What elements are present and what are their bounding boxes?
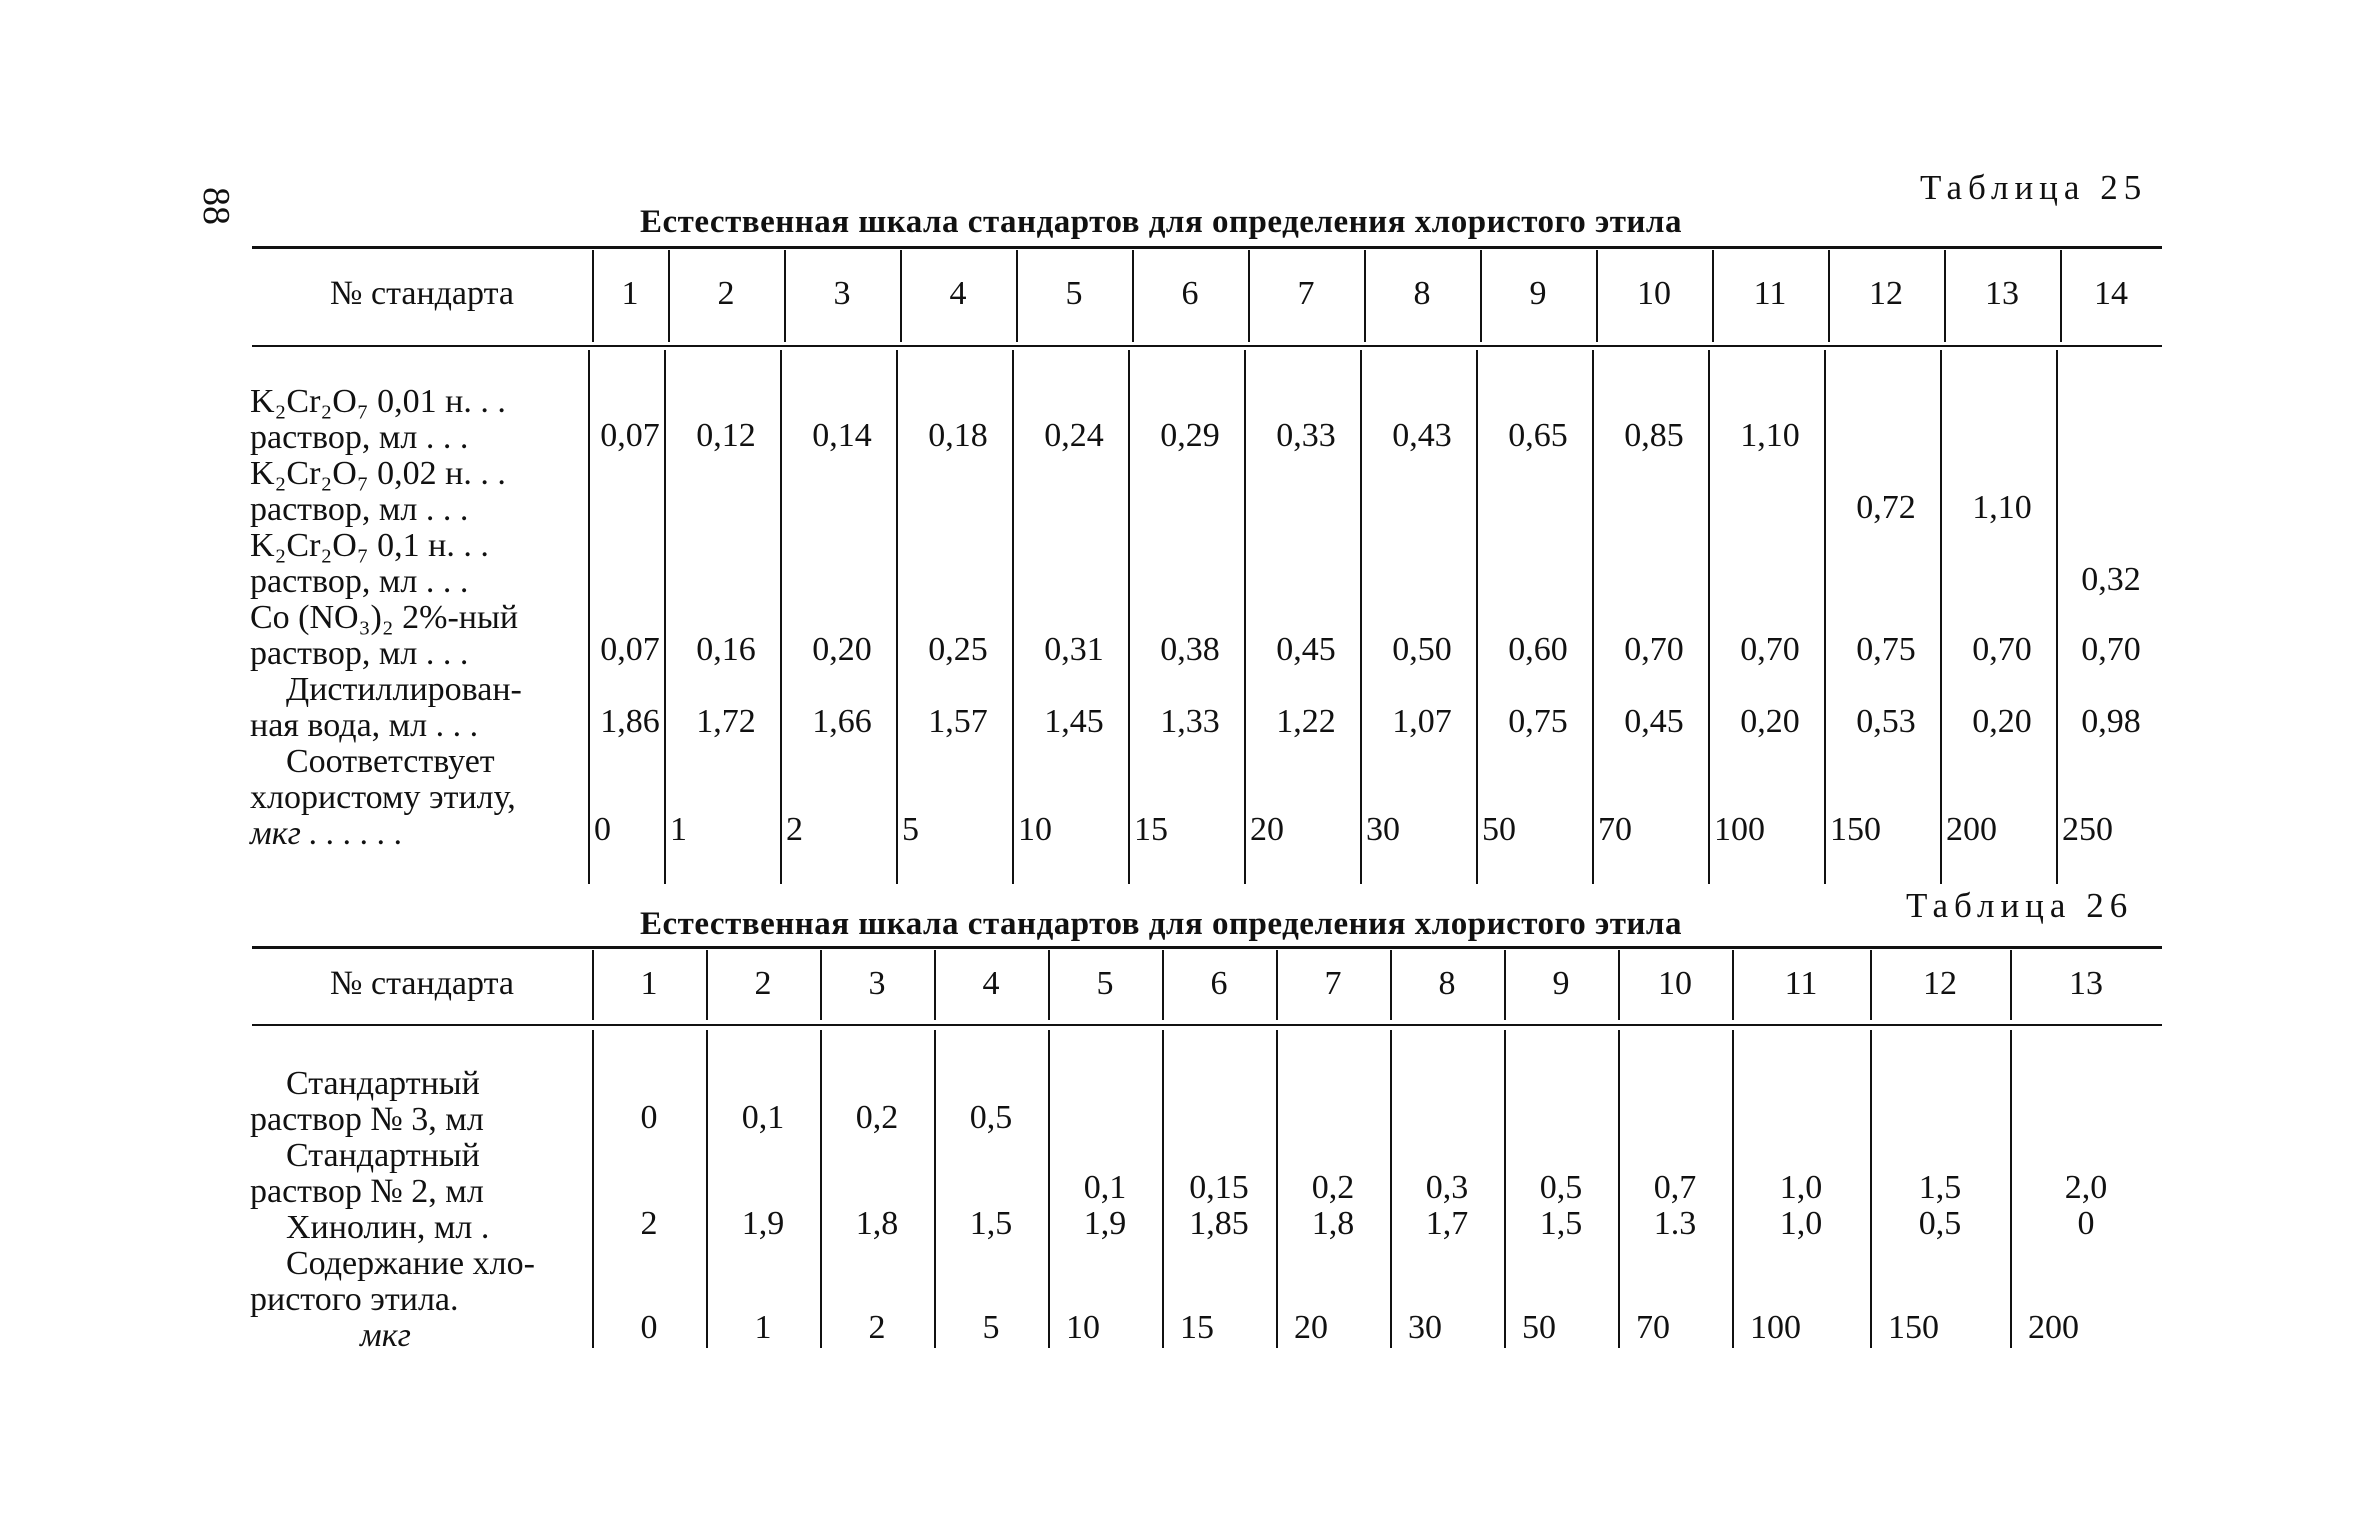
table26-cell: 1,85: [1189, 1205, 1249, 1242]
table25-cell: 70: [1598, 811, 1632, 848]
table25-header-label: № стандарта: [330, 275, 514, 312]
column-header: 10: [1637, 275, 1671, 312]
table25-cell: 15: [1134, 811, 1168, 848]
row-label: раствор, мл . . .: [250, 563, 469, 600]
column-header: 8: [1438, 965, 1456, 1002]
table26-row-labels: [250, 1066, 535, 1354]
table25-cell: 0,98: [2081, 703, 2141, 740]
row-label: Стандартный: [286, 1065, 480, 1102]
column-header: 7: [1297, 275, 1315, 312]
column-header: 2: [717, 275, 735, 312]
table26-label: Таблица 26: [1906, 886, 2134, 925]
table25-cell: 0,70: [2081, 631, 2141, 668]
table26-cell: 0,2: [1311, 1169, 1355, 1206]
table25-cell: 30: [1366, 811, 1400, 848]
table26-cell: 15: [1180, 1309, 1214, 1346]
table25-header-rule: [252, 345, 2162, 347]
row-label: хлористому этилу,: [250, 779, 516, 816]
row-label: раствор № 2, мл: [250, 1173, 484, 1210]
table25-cell: 200: [1946, 811, 1997, 848]
table25-cell: 0,70: [1740, 631, 1800, 668]
table25-cell: 0,29: [1160, 417, 1220, 454]
row-label: раствор, мл . . .: [250, 419, 469, 456]
table25-cell: 0,25: [928, 631, 988, 668]
column-header: 5: [1065, 275, 1083, 312]
table26-cell: 1: [754, 1309, 772, 1346]
table25-cell: 0,33: [1276, 417, 1336, 454]
table25-top-rule: [252, 246, 2162, 249]
table25-cell: 50: [1482, 811, 1516, 848]
table26-cell: 1,0: [1779, 1169, 1823, 1206]
table26-cell: 1,9: [1083, 1205, 1127, 1242]
table26-cell: 1,8: [855, 1205, 899, 1242]
column-divider: [820, 1030, 822, 1348]
column-header: 10: [1658, 965, 1692, 1002]
column-divider: [2056, 350, 2058, 884]
table26-cell: 1,0: [1779, 1205, 1823, 1242]
table26-cell: 0,5: [1539, 1169, 1583, 1206]
table26-cell: 2,0: [2064, 1169, 2108, 1206]
table25-cell: 0,45: [1624, 703, 1684, 740]
table25-cell: 5: [902, 811, 919, 848]
row-label: Дистиллирован-: [286, 671, 522, 708]
table25-cell: 0,16: [696, 631, 756, 668]
table26-header-rule: [252, 1024, 2162, 1026]
table25-cell: 10: [1018, 811, 1052, 848]
column-header: 13: [2069, 965, 2103, 1002]
table26-cell: 1,9: [741, 1205, 785, 1242]
row-label: раствор, мл . . .: [250, 635, 469, 672]
table26-cell: 0,5: [1918, 1205, 1962, 1242]
row-label: Стандартный: [286, 1137, 480, 1174]
table26-cell: 2: [640, 1205, 658, 1242]
table25-cell: 0,18: [928, 417, 988, 454]
table26-cell: 100: [1750, 1309, 1801, 1346]
row-label: Хинолин, мл .: [286, 1209, 490, 1246]
table25-cell: 1,45: [1044, 703, 1104, 740]
column-header: 1: [640, 965, 658, 1002]
table25-cell: 0,20: [1740, 703, 1800, 740]
table25-cell: 1,10: [1972, 489, 2032, 526]
table25-cell: 0,65: [1508, 417, 1568, 454]
table26-cell: 0,15: [1189, 1169, 1249, 1206]
table25-cell: 100: [1714, 811, 1765, 848]
table25-cell: 0,45: [1276, 631, 1336, 668]
row-label: K₂Cr₂O₇ 0,01 н. . .: [250, 383, 506, 420]
table26-cell: 2: [868, 1309, 886, 1346]
row-label: раствор № 3, мл: [250, 1101, 484, 1138]
page-number: 88: [195, 187, 237, 225]
table26-cell: 150: [1888, 1309, 1939, 1346]
column-header: 11: [1784, 965, 1818, 1002]
table26-cell: 0,7: [1653, 1169, 1697, 1206]
column-header: 7: [1324, 965, 1342, 1002]
table26-cell: 1,5: [1918, 1169, 1962, 1206]
column-header: 14: [2094, 275, 2128, 312]
column-header: 12: [1869, 275, 1903, 312]
table25-cell: 0,12: [696, 417, 756, 454]
table26-cell: 70: [1636, 1309, 1670, 1346]
row-label: мкг: [360, 1317, 411, 1354]
table26-cell: 200: [2028, 1309, 2079, 1346]
table25-cell: 2: [786, 811, 803, 848]
table25-label: Таблица 25: [1920, 168, 2148, 207]
column-divider: [934, 1030, 936, 1348]
column-header: 1: [621, 275, 639, 312]
table25-cell: 1,72: [696, 703, 756, 740]
column-divider: [1940, 350, 1942, 884]
table25-cell: 1,07: [1392, 703, 1452, 740]
column-header: 6: [1210, 965, 1228, 1002]
table26-cell: 30: [1408, 1309, 1442, 1346]
table25-title: Естественная шкала стандартов для определения хлористого этила: [640, 204, 1682, 240]
table25-cell: 0,32: [2081, 561, 2141, 598]
column-header: 4: [949, 275, 967, 312]
table26-cell: 0,1: [741, 1099, 785, 1136]
table25-row-labels: [250, 384, 522, 852]
row-label: K₂Cr₂O₇ 0,02 н. . .: [250, 455, 506, 492]
table25-cell: 0,85: [1624, 417, 1684, 454]
table25-cell: 0,38: [1160, 631, 1220, 668]
table26-header-label: № стандарта: [330, 965, 514, 1002]
table25-cell: 0: [594, 811, 611, 848]
table25-cell: 0,70: [1972, 631, 2032, 668]
table25-cell: 250: [2062, 811, 2113, 848]
column-header: 13: [1985, 275, 2019, 312]
column-header: 8: [1413, 275, 1431, 312]
table25-cell: 0,20: [1972, 703, 2032, 740]
table26-cell: 1,5: [969, 1205, 1013, 1242]
column-header: 9: [1552, 965, 1570, 1002]
table25-cell: 0,75: [1508, 703, 1568, 740]
table25-cell: 0,75: [1856, 631, 1916, 668]
column-header: 12: [1923, 965, 1957, 1002]
table26-cell: 50: [1522, 1309, 1556, 1346]
table26-cell: 5: [982, 1309, 1000, 1346]
row-label: ная вода, мл . . .: [250, 707, 479, 744]
row-label: мкг . . . . . .: [250, 815, 403, 852]
table25-cell: 0,72: [1856, 489, 1916, 526]
table26-cell: 1,5: [1539, 1205, 1583, 1242]
table25-cell: 1,57: [928, 703, 988, 740]
table26-top-rule: [252, 946, 2162, 949]
table25-cell: 0,07: [600, 631, 660, 668]
row-label: ристого этила.: [250, 1281, 459, 1318]
column-header: 6: [1181, 275, 1199, 312]
table26-cell: 0: [640, 1099, 658, 1136]
table25-cell: 0,31: [1044, 631, 1104, 668]
column-header: 3: [868, 965, 886, 1002]
table25-cell: 1,22: [1276, 703, 1336, 740]
table25-cell: 1: [670, 811, 687, 848]
table25-cell: 0,70: [1624, 631, 1684, 668]
table25-cell: 20: [1250, 811, 1284, 848]
table25-cell: 1,66: [812, 703, 872, 740]
table25-cell: 0,20: [812, 631, 872, 668]
table26-title: Естественная шкала стандартов для определения хлористого этила: [640, 906, 1682, 942]
table25-cell: 1,86: [600, 703, 660, 740]
column-header: 9: [1529, 275, 1547, 312]
row-label: K₂Cr₂O₇ 0,1 н. . .: [250, 527, 489, 564]
row-label: раствор, мл . . .: [250, 491, 469, 528]
table26-cell: 0,1: [1083, 1169, 1127, 1206]
table25-cell: 1,33: [1160, 703, 1220, 740]
table26-cell: 10: [1066, 1309, 1100, 1346]
column-header: 5: [1096, 965, 1114, 1002]
table25-cell: 0,14: [812, 417, 872, 454]
column-divider: [588, 350, 590, 884]
table25-cell: 0,60: [1508, 631, 1568, 668]
table26-cell: 0,2: [855, 1099, 899, 1136]
row-label: Соответствует: [286, 743, 495, 780]
table25-cell: 1,10: [1740, 417, 1800, 454]
table26-cell: 1.3: [1653, 1205, 1697, 1242]
table25-cell: 0,53: [1856, 703, 1916, 740]
column-header: 2: [754, 965, 772, 1002]
column-header: 3: [833, 275, 851, 312]
table25-cell: 0,07: [600, 417, 660, 454]
column-header: 11: [1753, 275, 1787, 312]
table26-cell: 0,3: [1425, 1169, 1469, 1206]
row-label: Содержание хло-: [286, 1245, 535, 1282]
table25-cell: 150: [1830, 811, 1881, 848]
table26-cell: 1,7: [1425, 1205, 1469, 1242]
row-label: Co (NO₃)₂ 2%-ный: [250, 599, 519, 636]
table25-cell: 0,24: [1044, 417, 1104, 454]
table26-cell: 0,5: [969, 1099, 1013, 1136]
column-divider: [592, 1030, 594, 1348]
table26-cell: 1,8: [1311, 1205, 1355, 1242]
table26-cell: 0: [2077, 1205, 2095, 1242]
table26-cell: 20: [1294, 1309, 1328, 1346]
column-header: 4: [982, 965, 1000, 1002]
table25-cell: 0,50: [1392, 631, 1452, 668]
table25-cell: 0,43: [1392, 417, 1452, 454]
table26-cell: 0: [640, 1309, 658, 1346]
column-divider: [706, 1030, 708, 1348]
